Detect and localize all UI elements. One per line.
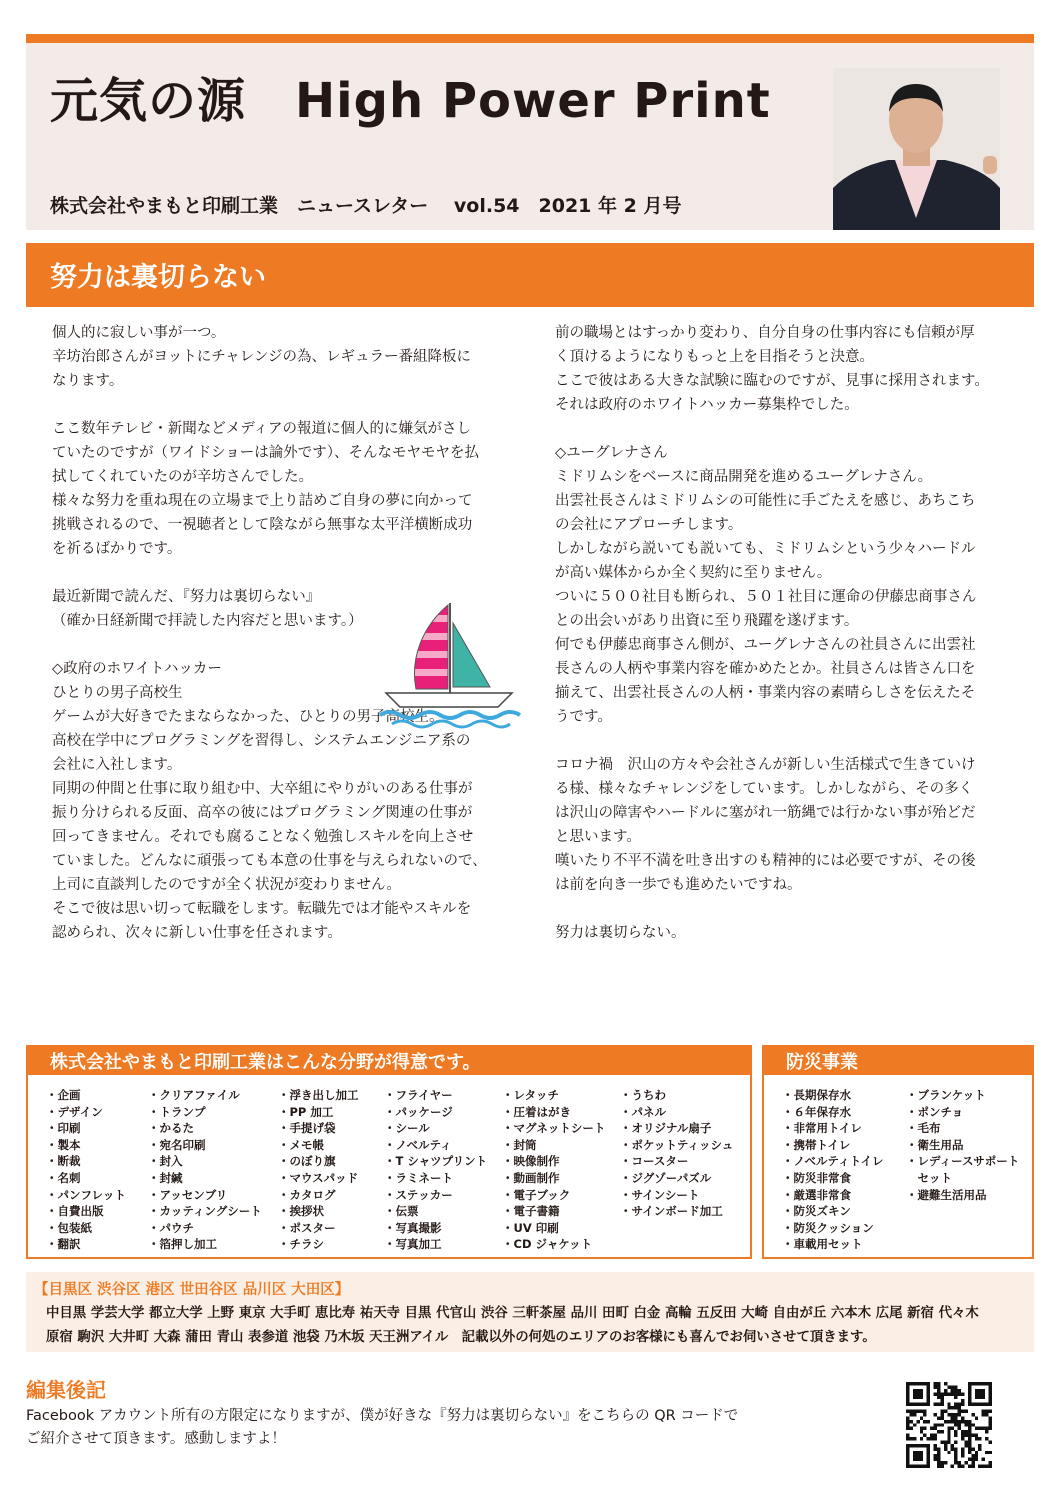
list-item: ・衛生用品 bbox=[906, 1137, 964, 1152]
text-line: それは政府のホワイトハッカー募集枠でした。 bbox=[555, 397, 859, 413]
list-item: ・オリジナル扇子 bbox=[620, 1121, 712, 1136]
text-line: （確か日経新聞で拝読した内容だと思います。） bbox=[52, 613, 363, 629]
list-item: ・ノベルティトイレ bbox=[782, 1154, 884, 1169]
newsletter-subtitle: 株式会社やまもと印刷工業 ニュースレター vol.54 2021 年 2 月号 bbox=[50, 195, 682, 217]
list-item: ・デザイン bbox=[46, 1104, 103, 1119]
service-area-heading: 【目黒区 渋谷区 港区 世田谷区 品川区 大田区】 bbox=[34, 1282, 350, 1298]
list-item: ・非常用トイレ bbox=[782, 1121, 862, 1136]
text-line bbox=[555, 417, 989, 441]
text-line bbox=[52, 393, 487, 417]
list-item: ・長期保存水 bbox=[782, 1088, 851, 1102]
list-item: ・断裁 bbox=[46, 1154, 81, 1169]
text-line: 出雲社長さんはミドリムシの可能性に手ごたえを感じ、あちこち bbox=[555, 493, 976, 509]
text-line: 同期の仲間と仕事に取り組む中、大卒組にやりがいのある仕事が bbox=[52, 781, 473, 797]
list-item: ・かるた bbox=[148, 1121, 194, 1136]
list-item: ・写真加工 bbox=[384, 1237, 442, 1252]
list-item: ・アッセンブリ bbox=[148, 1187, 228, 1202]
text-line: 揃えて、出雲社長さんの人柄・事業内容の素晴らしさを伝えたそ bbox=[555, 685, 976, 701]
list-item: ・T シャツプリント bbox=[384, 1154, 488, 1169]
list-item: ・ラミネート bbox=[384, 1170, 453, 1185]
list-item: ・動画制作 bbox=[502, 1170, 560, 1185]
list-item: ・ポケットティッシュ bbox=[620, 1137, 734, 1152]
list-item: ・挨拶状 bbox=[278, 1204, 324, 1219]
author-photo bbox=[833, 68, 1000, 230]
list-item: ・カタログ bbox=[278, 1187, 336, 1202]
text-line: は前を向き一歩でも進めたいですね。 bbox=[555, 877, 802, 893]
services-box bbox=[26, 1045, 752, 1259]
text-line: ひとりの男子高校生 bbox=[52, 685, 183, 701]
text-line: なります。 bbox=[52, 373, 124, 389]
list-item: ・カッティングシート bbox=[148, 1204, 262, 1219]
list-item: ・UV 印刷 bbox=[502, 1220, 559, 1235]
text-line: ていました。どんなに頑張っても本意の仕事を与えられないので、 bbox=[52, 853, 487, 869]
disaster-heading: 防災事業 bbox=[786, 1052, 858, 1073]
text-line: ミドリムシをベースに商品開発を進めるユーグレナさん。 bbox=[555, 469, 933, 485]
list-item: ・防災非常食 bbox=[782, 1170, 851, 1185]
text-line: 前の職場とはすっかり変わり、自分自身の仕事内容にも信頼が厚 bbox=[555, 325, 975, 341]
text-line: 拭してくれていたのが辛坊さんでした。 bbox=[52, 469, 313, 485]
text-line: ていたのですが（ワイドショーは論外です）、そんなモヤモヤを払 bbox=[52, 445, 480, 461]
list-item: ・封入 bbox=[148, 1154, 183, 1169]
list-item: ・製本 bbox=[46, 1137, 81, 1152]
list-item: セット bbox=[906, 1170, 952, 1185]
list-item: ・のぼり旗 bbox=[278, 1154, 336, 1169]
list-item: ・映像制作 bbox=[502, 1154, 560, 1169]
text-line: の会社にアプローチします。 bbox=[555, 517, 743, 533]
text-line: を祈るばかりです。 bbox=[52, 541, 182, 557]
text-line bbox=[555, 897, 989, 921]
list-item: ・避難生活用品 bbox=[906, 1187, 987, 1202]
qr-code[interactable] bbox=[906, 1382, 992, 1468]
text-line: ついに５００社目も断られ、５０１社目に運命の伊藤忠商事さん bbox=[555, 589, 977, 605]
text-line: 長さんの人柄や事業内容を確かめたとか。社員さんは皆さん口を bbox=[555, 661, 976, 677]
services-list bbox=[46, 1087, 126, 1253]
list-item: ・うちわ bbox=[620, 1088, 666, 1102]
list-item: ・パウチ bbox=[148, 1220, 194, 1235]
text-line: ここで彼はある大きな試験に臨むのですが、見事に採用されます。 bbox=[555, 373, 989, 389]
text-line: しかしながら説いても説いても、ミドリムシという少々ハードル bbox=[555, 541, 976, 557]
text-line: が高い媒体からか全く契約に至りません。 bbox=[555, 565, 832, 581]
list-item: ・電子ブック bbox=[502, 1187, 571, 1202]
text-line: る様、様々なチャレンジをしています。しかしながら、その多く bbox=[555, 781, 974, 797]
text-line: コロナ禍 沢山の方々や会社さんが新しい生活様式で生きていけ bbox=[555, 757, 976, 773]
editor-note-heading: 編集後記 bbox=[26, 1378, 106, 1402]
text-line: 高校在学中にプログラミングを習得し、システムエンジニア系の bbox=[52, 733, 471, 749]
list-item: ・ポンチョ bbox=[906, 1104, 964, 1119]
editor-note-text bbox=[26, 1405, 738, 1451]
disaster-list bbox=[782, 1087, 884, 1253]
service-area-line: 中目黒 学芸大学 都立大学 上野 東京 大手町 恵比寿 祐天寺 目黒 代官山 渋谷 三軒茶屋 品川 田町 白金 高輪 五反田 大崎 自由が丘 六本木 広尾 新宿 代々木 bbox=[46, 1306, 979, 1321]
list-item: ・包装紙 bbox=[46, 1220, 92, 1235]
list-item: ・手提げ袋 bbox=[278, 1121, 336, 1136]
list-item: ・レタッチ bbox=[502, 1088, 560, 1102]
list-item: ・宛名印刷 bbox=[148, 1137, 206, 1152]
list-item: ・シール bbox=[384, 1121, 430, 1136]
list-item: ・ノベルティ bbox=[384, 1137, 452, 1152]
text-line: 認められ、次々に新しい仕事を任されます。 bbox=[52, 925, 342, 941]
text-line: 努力は裏切らない。 bbox=[555, 925, 686, 941]
list-item: ・封緘 bbox=[148, 1170, 183, 1185]
disaster-box bbox=[762, 1045, 1034, 1259]
article-headline: 努力は裏切らない bbox=[50, 262, 266, 293]
text-line: 回ってきません。それでも腐ることなく勉強しスキルを向上させ bbox=[52, 829, 474, 845]
text-line: ◇ユーグレナさん bbox=[555, 445, 668, 461]
list-item: ・自費出版 bbox=[46, 1204, 104, 1219]
list-item: ・封筒 bbox=[502, 1137, 537, 1152]
services-list bbox=[384, 1087, 487, 1253]
list-item: ・サインシート bbox=[620, 1187, 700, 1202]
services-list bbox=[620, 1087, 733, 1220]
list-item: ・パッケージ bbox=[384, 1104, 453, 1119]
text-line: 振り分けられる反面、高卒の彼にはプログラミング関連の仕事が bbox=[52, 805, 473, 821]
list-item: ・名刺 bbox=[46, 1170, 81, 1185]
text-line: Facebook アカウント所有の方限定になりますが、僕が好きな『努力は裏切らない』をこちらの QR コードで bbox=[26, 1408, 739, 1424]
services-list bbox=[278, 1087, 359, 1253]
text-line: との出会いがあり出資に至り飛躍を遂げます。 bbox=[555, 613, 859, 629]
text-line: ◇政府のホワイトハッカー bbox=[52, 661, 222, 677]
list-item: ・翻訳 bbox=[46, 1237, 81, 1252]
list-item: ・厳選非常食 bbox=[782, 1187, 851, 1202]
text-line: ここ数年テレビ・新聞などメディアの報道に個人的に嫌気がさし bbox=[52, 421, 472, 437]
text-line: く頂けるようになりもっと上を目指そうと決意。 bbox=[555, 349, 874, 365]
text-line: 嘆いたり不平不満を吐き出すのも精神的には必要ですが、その後 bbox=[555, 853, 976, 869]
list-item: ・メモ帳 bbox=[278, 1137, 324, 1152]
list-item: ・企画 bbox=[46, 1088, 81, 1102]
list-item: ・電子書籍 bbox=[502, 1204, 560, 1219]
list-item: ・毛布 bbox=[906, 1121, 941, 1136]
text-line: 辛坊治郎さんがヨットにチャレンジの為、レギュラー番組降板に bbox=[52, 349, 472, 365]
services-list bbox=[148, 1087, 262, 1253]
list-item: ・携帯トイレ bbox=[782, 1137, 851, 1152]
text-line: 会社に入社します。 bbox=[52, 757, 182, 773]
list-item: ・サインボード加工 bbox=[620, 1204, 723, 1219]
text-line: は沢山の障害やハードルに塞がれ一筋縄では行かない事が殆どだ bbox=[555, 805, 976, 821]
list-item: ・圧着はがき bbox=[502, 1104, 571, 1119]
text-line: 何でも伊藤忠商事さん側が、ユーグレナさんの社員さんに出雲社 bbox=[555, 637, 976, 653]
list-item: ・ポスター bbox=[278, 1220, 336, 1235]
text-line: 個人的に寂しい事が一つ。 bbox=[52, 325, 226, 341]
text-line: 最近新聞で読んだ、『努力は裏切らない』 bbox=[52, 589, 321, 605]
list-item: ・マウスパッド bbox=[278, 1170, 359, 1185]
list-item: ・伝票 bbox=[384, 1204, 419, 1219]
newsletter-title: 元気の源 High Power Print bbox=[50, 73, 771, 129]
text-line: そこで彼は思い切って転職をします。転職先では才能やスキルを bbox=[52, 901, 472, 917]
list-item: ・チラシ bbox=[278, 1237, 324, 1252]
text-line: ご紹介させて頂きます。感動しますよ！ bbox=[26, 1431, 286, 1447]
list-item: ・ブランケット bbox=[906, 1088, 986, 1102]
service-area-line: 原宿 駒沢 大井町 大森 蒲田 青山 表参道 池袋 乃木坂 天王洲アイル 記載以外の何処のエリアのお客様にも喜んでお伺いさせて頂きます。 bbox=[46, 1330, 876, 1345]
list-item: ・浮き出し加工 bbox=[278, 1088, 359, 1102]
list-item: ・パネル bbox=[620, 1104, 666, 1119]
services-heading: 株式会社やまもと印刷工業はこんな分野が得意です。 bbox=[50, 1052, 481, 1073]
list-item: ・PP 加工 bbox=[278, 1104, 334, 1119]
list-item: ・防災クッション bbox=[782, 1220, 874, 1235]
text-line: 上司に直談判したのですが全く状況が変わりません。 bbox=[52, 877, 401, 893]
article-column-right bbox=[555, 321, 989, 945]
list-item: ・トランプ bbox=[148, 1104, 206, 1119]
list-item: ・コースター bbox=[620, 1154, 689, 1169]
text-line: 様々な努力を重ね現在の立場まで上り詰めご自身の夢に向かって bbox=[52, 493, 473, 509]
sailboat-illustration bbox=[372, 597, 527, 730]
list-item: ・防災ズキン bbox=[782, 1204, 851, 1219]
list-item: ・フライヤー bbox=[384, 1088, 453, 1102]
top-accent-bar bbox=[26, 34, 1034, 43]
services-list bbox=[502, 1087, 605, 1253]
list-item: ・CD ジャケット bbox=[502, 1237, 593, 1252]
list-item: ・ジグゾーパズル bbox=[620, 1170, 712, 1185]
list-item: ・写真撮影 bbox=[384, 1220, 442, 1235]
list-item: ・クリアファイル bbox=[148, 1088, 240, 1102]
list-item: ・パンフレット bbox=[46, 1187, 126, 1202]
list-item: ・ステッカー bbox=[384, 1187, 453, 1202]
list-item: ・車載用セット bbox=[782, 1237, 863, 1252]
list-item: ・６年保存水 bbox=[782, 1104, 851, 1119]
text-line: ゲームが大好きでたまならなかった、ひとりの男子高校生。 bbox=[52, 709, 444, 725]
list-item: ・マグネットシート bbox=[502, 1121, 606, 1136]
text-line: 挑戦されるので、一視聴者として陰ながら無事な太平洋横断成功 bbox=[52, 517, 473, 533]
text-line bbox=[555, 729, 989, 753]
text-line: と思います。 bbox=[555, 829, 641, 845]
list-item: ・レディースサポート bbox=[906, 1154, 1020, 1169]
disaster-list bbox=[906, 1087, 1019, 1203]
list-item: ・印刷 bbox=[46, 1121, 81, 1136]
text-line bbox=[52, 561, 487, 585]
text-line: うです。 bbox=[555, 709, 612, 725]
list-item: ・箔押し加工 bbox=[148, 1237, 217, 1252]
